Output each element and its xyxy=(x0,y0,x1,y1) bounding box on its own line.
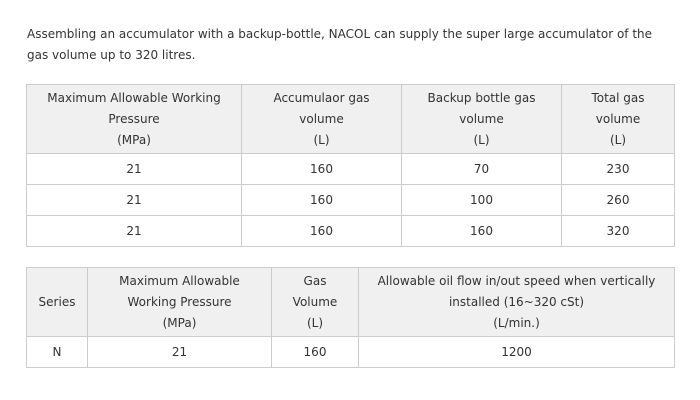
table-header-row xyxy=(27,268,675,337)
header-line: (MPa) xyxy=(117,132,151,147)
header-line: installed (16~320 cSt) xyxy=(448,294,585,309)
table-row xyxy=(27,337,675,368)
header-line: Maximum Allowable Working xyxy=(47,90,221,105)
header-line: (L) xyxy=(473,132,490,147)
cell-accumulator-volume: 160 xyxy=(242,185,402,216)
cell-total-volume: 230 xyxy=(562,154,675,185)
table-row xyxy=(27,216,675,247)
header-line: Maximum Allowable xyxy=(119,273,240,288)
header-line: Gas xyxy=(303,273,327,288)
header-line: (L/min.) xyxy=(493,315,540,330)
cell-pressure: 21 xyxy=(27,154,242,185)
table-row xyxy=(27,154,675,185)
header-line: Pressure xyxy=(108,111,160,126)
header-line: (L) xyxy=(609,132,627,147)
accumulator-volume-table xyxy=(26,84,675,247)
table-row xyxy=(27,185,675,216)
cell-pressure: 21 xyxy=(88,337,272,368)
header-line: Working Pressure xyxy=(127,294,232,309)
cell-pressure: 21 xyxy=(27,185,242,216)
cell-gas-volume: 160 xyxy=(272,337,359,368)
header-gas-volume xyxy=(272,268,359,337)
header-line: volume xyxy=(299,111,344,126)
header-oil-flow-speed xyxy=(359,268,675,337)
intro-paragraph: Assembling an accumulator with a backup-bottle, NACOL can supply the super large accumulator of the gas volume up to 320 litres. xyxy=(27,27,653,62)
header-max-working-pressure xyxy=(88,268,272,337)
cell-accumulator-volume: 160 xyxy=(242,154,402,185)
header-line: Volume xyxy=(292,294,338,309)
cell-backup-volume: 100 xyxy=(402,185,562,216)
cell-total-volume: 260 xyxy=(562,185,675,216)
cell-pressure: 21 xyxy=(27,216,242,247)
header-line: Accumulaor gas xyxy=(273,90,370,105)
header-line: Backup bottle gas xyxy=(427,90,536,105)
header-line: (L) xyxy=(306,315,324,330)
cell-oil-flow-speed: 1200 xyxy=(359,337,675,368)
cell-backup-volume: 70 xyxy=(402,154,562,185)
header-line: (L) xyxy=(313,132,330,147)
header-backup-bottle-gas-volume xyxy=(402,85,562,154)
header-total-gas-volume xyxy=(562,85,675,154)
header-line: volume xyxy=(459,111,504,126)
cell-series: N xyxy=(27,337,88,368)
header-line: (MPa) xyxy=(162,315,197,330)
header-line: Series xyxy=(38,294,76,309)
series-specification-table xyxy=(26,267,675,368)
cell-accumulator-volume: 160 xyxy=(242,216,402,247)
header-line: Total gas xyxy=(591,90,645,105)
header-line: Allowable oil flow in/out speed when vertically xyxy=(377,273,656,288)
cell-total-volume: 320 xyxy=(562,216,675,247)
table-header-row xyxy=(27,85,675,154)
header-max-working-pressure xyxy=(27,85,242,154)
header-series xyxy=(27,268,88,337)
header-line: volume xyxy=(595,111,641,126)
header-accumulator-gas-volume xyxy=(242,85,402,154)
cell-backup-volume: 160 xyxy=(402,216,562,247)
